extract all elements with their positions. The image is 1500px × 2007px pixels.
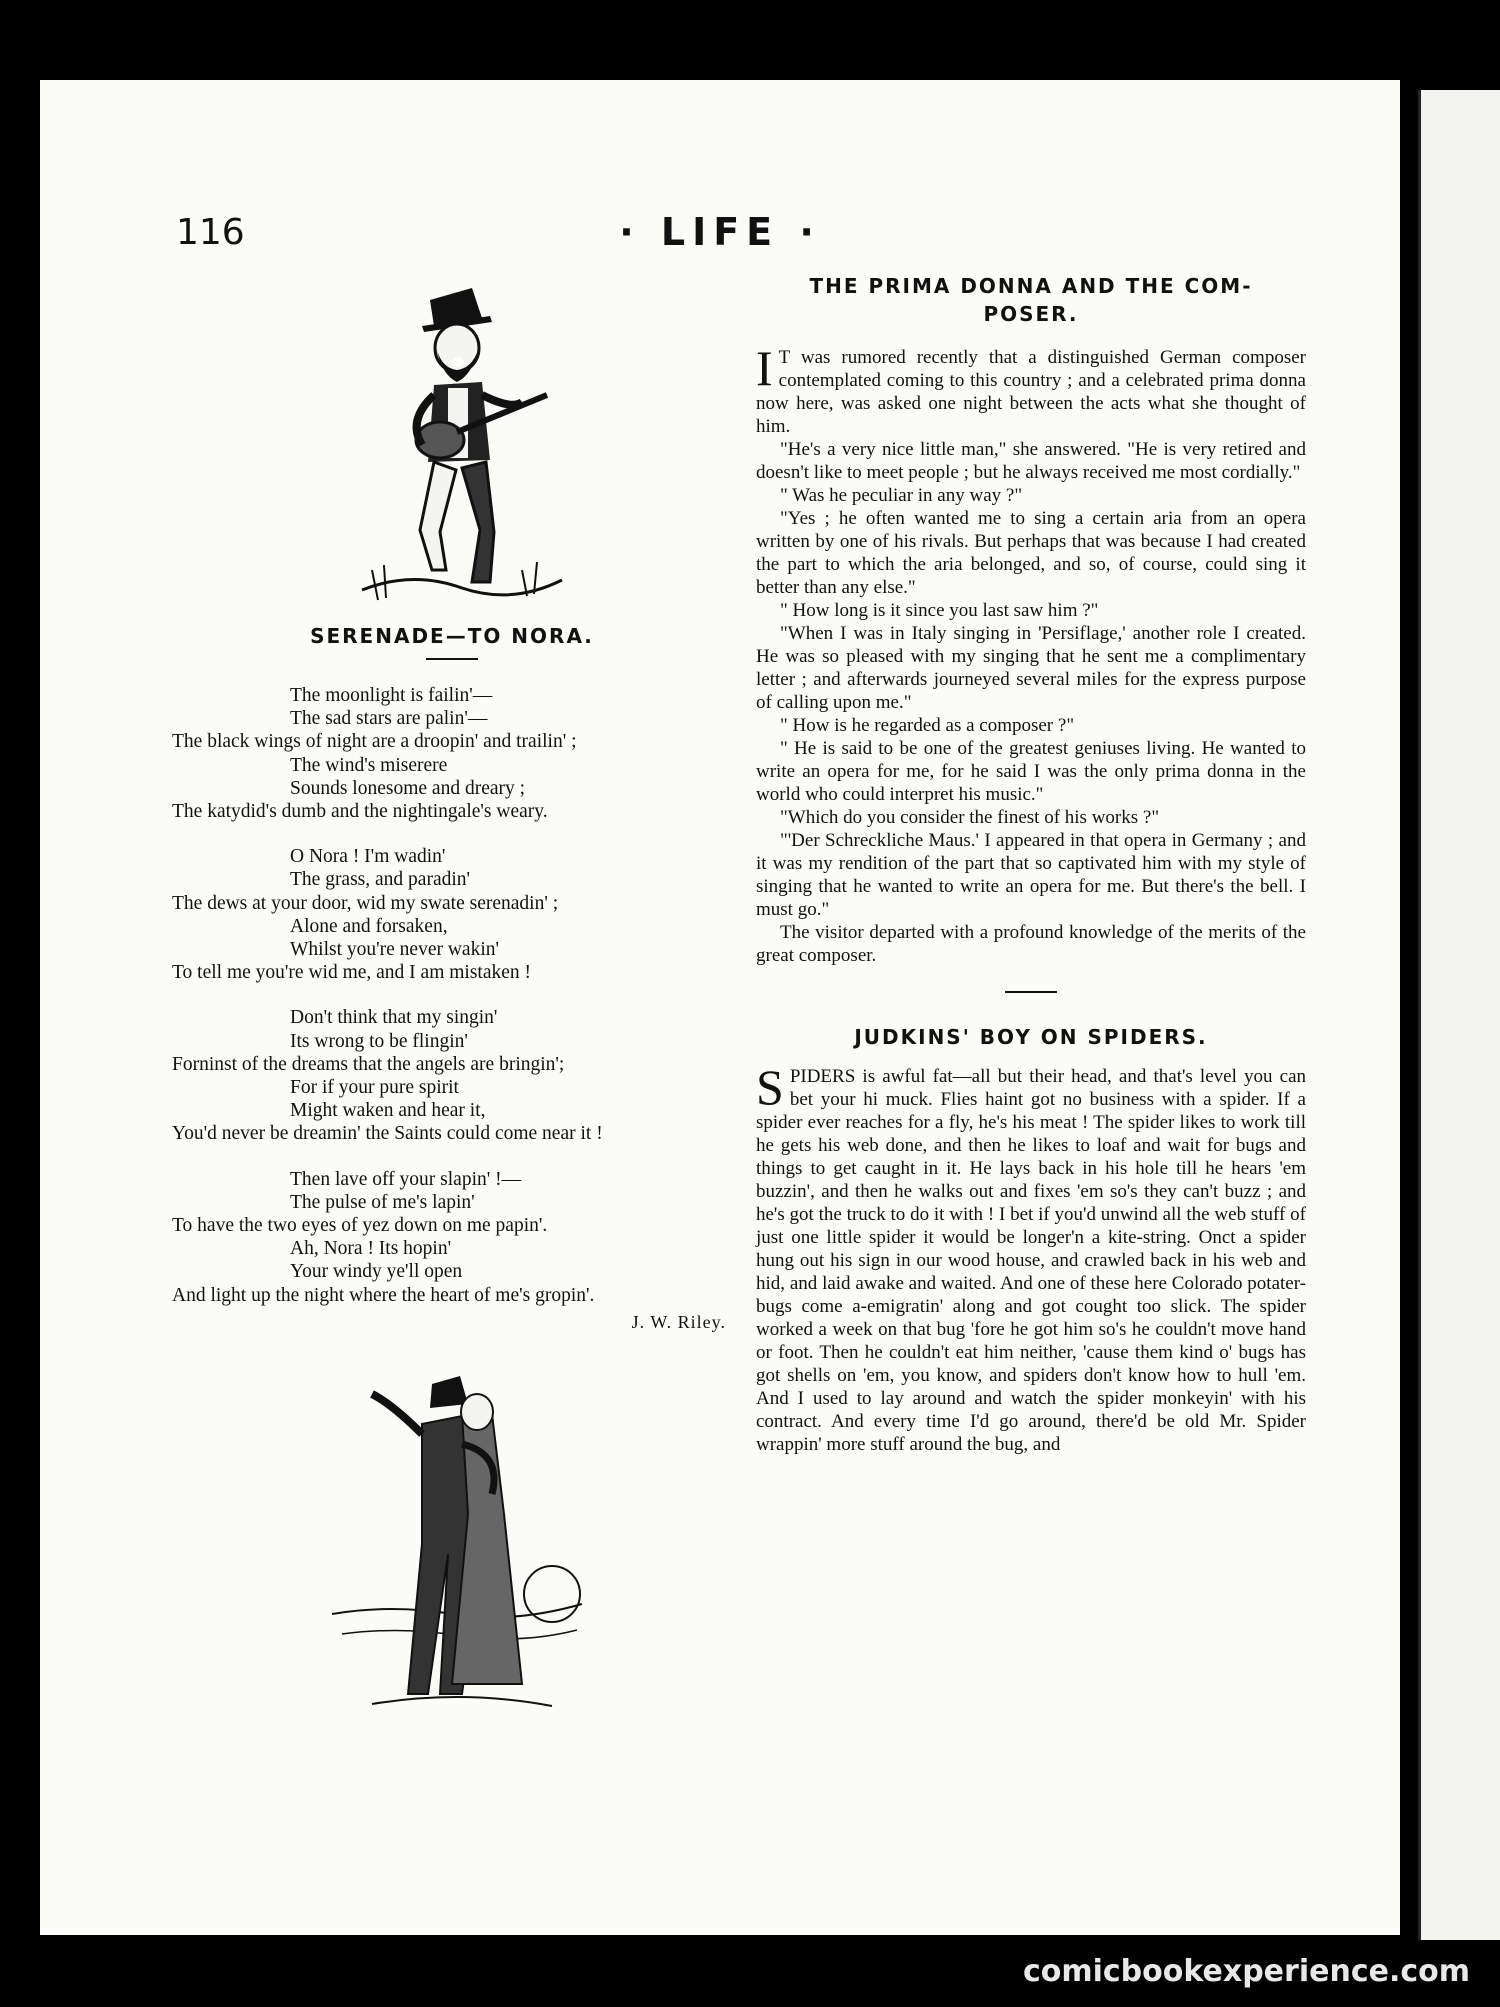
poem-line: The dews at your door, wid my swate serenadin' ; (172, 892, 559, 914)
drop-cap: S (756, 1059, 784, 1115)
site-watermark: comicbookexperience.com (1022, 1954, 1470, 1989)
right-column (756, 272, 1306, 1456)
poem-line: Don't think that my singin' (290, 1007, 498, 1029)
article-paragraph: " He is said to be one of the greatest geniuses living. He wanted to write an opera for me, for he said I was the only prima donna in the world who could interpret his music." (756, 738, 1306, 805)
poem-signature: J. W. Riley. (631, 1311, 726, 1332)
poem-line: The black wings of night are a droopin' and trailin' ; (172, 731, 577, 753)
poem-line: The moonlight is failin'— (290, 685, 493, 706)
poem-line: Forninst of the dreams that the angels are bringin'; (172, 1053, 565, 1075)
article-title-line2: POSER. (983, 302, 1079, 326)
poem-stanza (172, 684, 732, 823)
section-rule (1005, 991, 1057, 993)
poem-line: Whilst you're never wakin' (290, 939, 500, 961)
article-paragraph: "Yes ; he often wanted me to sing a certain aria from an opera written by one of his rivals. But perhaps that was because I had created the part to which the aria belonged, and so, of course, could sing it better than any else." (756, 508, 1306, 598)
poem-line: Sounds lonesome and dreary ; (290, 777, 526, 799)
poem-line: And light up the night where the heart of me's gropin'. (172, 1284, 595, 1306)
poem-stanza (172, 1168, 732, 1307)
poem-body (172, 684, 732, 1334)
poem-line: Might waken and hear it, (290, 1100, 486, 1122)
poem-stanza (172, 845, 732, 984)
poem-line: Ah, Nora ! Its hopin' (290, 1238, 452, 1260)
article-paragraph: "Which do you consider the finest of his works ?" (780, 807, 1160, 828)
poem-line: Then lave off your slapin' !— (290, 1168, 522, 1190)
facing-page-edge (1418, 90, 1500, 1940)
poem-stanza (172, 1006, 732, 1145)
poem-line: Alone and forsaken, (290, 915, 448, 937)
article-paragraph: "When I was in Italy singing in 'Persiflage,' another role I created. He was so pleased with my singing that he sent me a complimentary letter ; and afterwards journeyed several miles for the express purpose of calling upon me." (756, 623, 1306, 713)
poem-line: To tell me you're wid me, and I am mistaken ! (172, 962, 532, 984)
article-paragraph: " Was he peculiar in any way ?" (780, 485, 1023, 506)
serenader-illustration (322, 270, 582, 610)
poem-line: The katydid's dumb and the nightingale's weary. (172, 801, 548, 823)
article-paragraph: "'Der Schreckliche Maus.' I appeared in that opera in Germany ; and it was my rendition of the part that so captivated him with my style of singing that he wanted to write an opera for me. But there's the bell. I must go." (756, 830, 1306, 920)
article-paragraph: I T was rumored recently that a distinguished German composer contemplated coming to this country ; and a celebrated prima donna now here, was asked one night between the acts what she thought of him. (756, 340, 1306, 437)
poem-line: O Nora ! I'm wadin' (290, 846, 446, 868)
article-paragraph: " How long is it since you last saw him ?" (780, 600, 1099, 621)
poem-line: Your windy ye'll open (290, 1261, 463, 1283)
poem-title: SERENADE—TO NORA. (310, 624, 594, 648)
poem-line: The grass, and paradin' (290, 869, 471, 891)
masthead: · LIFE · (619, 210, 821, 254)
article-paragraph: " How is he regarded as a composer ?" (780, 715, 1075, 736)
article-spiders (756, 1059, 1306, 1456)
article-prima-donna (756, 340, 1306, 967)
couple-illustration (312, 1364, 592, 1724)
poem-line: Its wrong to be flingin' (290, 1030, 468, 1052)
left-column (172, 270, 732, 1724)
poem-line: For if your pure spirit (290, 1077, 459, 1099)
title-rule (426, 658, 478, 660)
article-paragraph: The visitor departed with a profound knowledge of the merits of the great composer. (756, 922, 1306, 966)
article-title-line1: THE PRIMA DONNA AND THE COM- (809, 274, 1253, 298)
article-title-spiders: JUDKINS' BOY ON SPIDERS. (854, 1025, 1208, 1049)
poem-line: The sad stars are palin'— (290, 708, 488, 730)
drop-cap: I (756, 340, 773, 396)
poem-line: To have the two eyes of yez down on me papin'. (172, 1215, 548, 1237)
page-number: 116 (176, 212, 245, 253)
article-paragraph: SPIDERS is awful fat—all but their head, and that's level you can bet your hi muck. Flies haint got no business with a spider. If a spider ever reaches for a fly, he's his meat ! The spider likes to work till he gets his web done, and then he likes to loaf and wait for bugs and things to get caught in it. He lays back in his hole till he hears 'em buzzin', and then he walks out and fixes 'em so's they can't buzz ; and he's got the truck to do it with ! I bet if you'd unwind all the web stuff of just one little spider it would be longer'n a kite-string. Onct a spider hung out his sign in our wood house, and crawled back in his web and hid, and laid awake and waited. And one of these here Colorado potater-bugs come a-emigratin' along and got cought too slick. The spider worked a week on that bug 'fore he got him so's he couldn't move hand or foot. Then he couldn't eat him neither, 'cause them kind o' bugs has got shells on 'em, you know, and spiders don't know how to hull 'em. And I used to lay around and watch the spider monkeyin' with his contract. And every time I'd go around, there'd be old Mr. Spider wrappin' more stuff around the bug, and (756, 1059, 1306, 1455)
article-paragraph: "He's a very nice little man," she answered. "He is very retired and doesn't like to meet people ; but he always received me most cordially." (756, 439, 1306, 483)
poem-line: The pulse of me's lapin' (290, 1191, 475, 1213)
poem-line: The wind's miserere (290, 754, 448, 776)
poem-line: You'd never be dreamin' the Saints could come near it ! (172, 1123, 603, 1145)
